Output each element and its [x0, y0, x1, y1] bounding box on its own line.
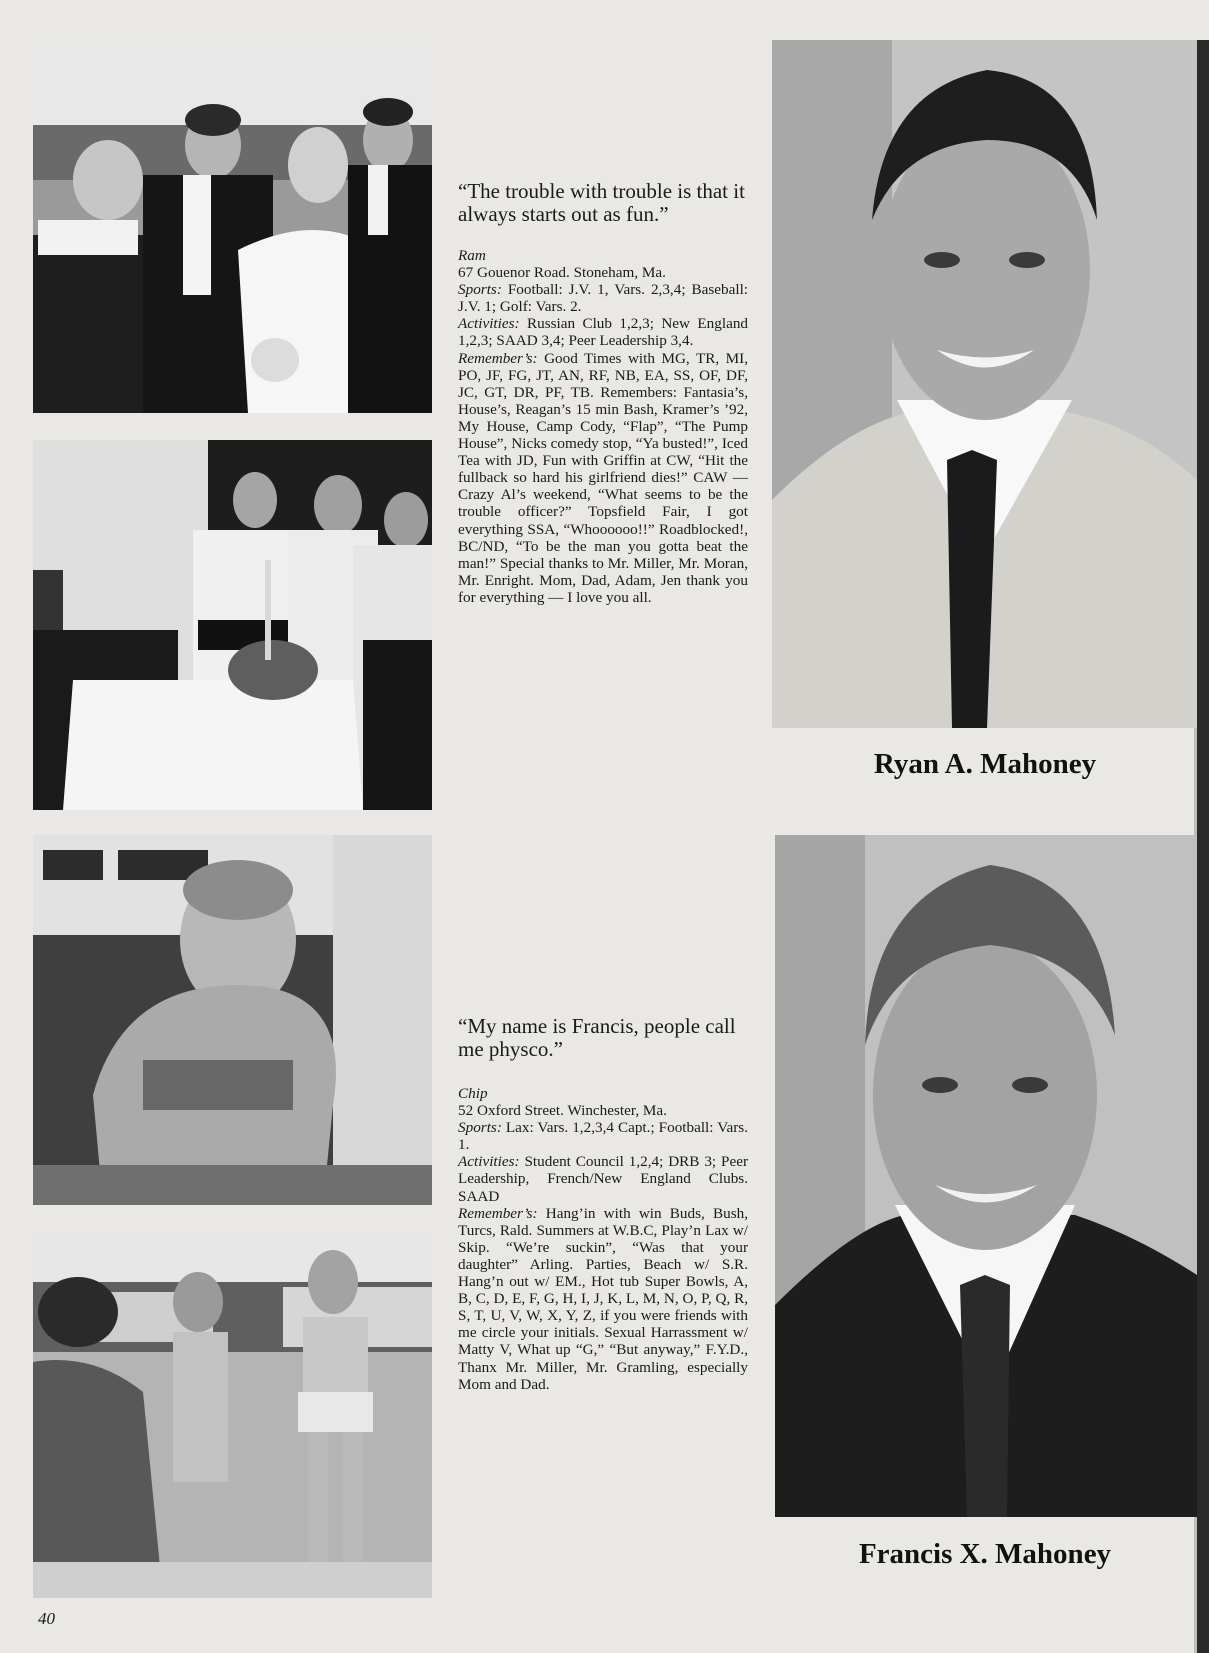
senior-portrait: [772, 40, 1197, 728]
activities-entry: [458, 315, 748, 349]
remembers-label: Remember’s:: [458, 1204, 538, 1222]
remembers-entry: [458, 1205, 748, 1393]
student-name: Ryan A. Mahoney: [873, 748, 1097, 780]
sports-label: Sports:: [458, 1119, 502, 1137]
page-edge-shadow: [1197, 40, 1209, 1653]
candid-photo-beach-kids: [33, 1232, 432, 1598]
page-number: 40: [38, 1609, 55, 1628]
senior-bio: [458, 1085, 748, 1393]
remembers-text: Hang’in with win Buds, Bush, Turcs, Rald. Summers at W.B.C, Play’n Lax w/ Skip. “We’re suckin”, “Was that your daughter” Arling. Parties, Beach w/ S.R. Hang’n out w/ EM., Hot tub Super Bowls, A, B, C, D, E, F, G, H, I, J, K, L, M, N, O, P, Q, R, S, T, U, V, W, X, Y, Z, if you were friends with me circle your initials. Sexual Harrassment w/ Matty V, What up “G,” “But anyway,” F.Y.D., Thanx Mr. Miller, Mr. Gramling, especially Mom and Dad.: [458, 1204, 748, 1393]
senior-bio: [458, 247, 748, 606]
senior-quote: “The trouble with trouble is that it always starts out as fun.”: [458, 179, 745, 226]
activities-label: Activities:: [458, 1153, 520, 1171]
senior-portrait: [775, 835, 1197, 1517]
sports-entry: [458, 1119, 748, 1153]
candid-photo-tuxedo-table: [33, 440, 432, 810]
address: 52 Oxford Street. Winchester, Ma.: [458, 1102, 667, 1120]
candid-photo-child-sweatshirt: [33, 835, 432, 1205]
activities-text: Student Council 1,2,4; DRB 3; Peer Leadership, French/New England Clubs. SAAD: [458, 1153, 749, 1205]
address: 67 Gouenor Road. Stoneham, Ma.: [458, 264, 666, 282]
sports-text: Lax: Vars. 1,2,3,4 Capt.; Football: Vars. 1.: [458, 1119, 748, 1154]
nickname: Chip: [458, 1085, 488, 1102]
sports-label: Sports:: [458, 281, 502, 299]
sports-entry: [458, 281, 748, 315]
activities-label: Activities:: [458, 315, 520, 333]
nickname: Ram: [458, 247, 486, 264]
senior-quote: “My name is Francis, people call me physco.”: [458, 1014, 736, 1061]
activities-text: Russian Club 1,2,3; New England 1,2,3; SAAD 3,4; Peer Leadership 3,4.: [458, 315, 749, 350]
remembers-entry: [458, 350, 748, 606]
remembers-label: Remember’s:: [458, 349, 538, 367]
candid-photo-prom-group: [33, 40, 432, 413]
student-name: Francis X. Mahoney: [858, 1538, 1112, 1570]
remembers-text: Good Times with MG, TR, MI, PO, JF, FG, JT, AN, RF, NB, EA, SS, OF, DF, JC, GT, DR, PF, TB. Remembers: Fantasia’s, House’s, Reagan’s 15 min Bash, Kramer’s ’92, My House, Camp Cody, “Flap”, “The Pump House”, Nicks comedy stop, “Ya busted!”, Iced Tea with JD, Fun with Griffin at CW, “Hit the fullback so hard his girlfriend dies!” CAW — Crazy Al’s weekend, “What seems to be the trouble officer?” Topsfield Fair, I got everything SSA, “Whoooooo!!” Roadblocked!, BC/ND, “To be the man you gotta beat the man!” Special thanks to Mr. Miller, Mr. Moran, Mr. Enright. Mom, Dad, Adam, Jen thank you for everything — I love you all.: [458, 349, 748, 606]
activities-entry: [458, 1153, 748, 1204]
sports-text: Football: J.V. 1, Vars. 2,3,4; Baseball: J.V. 1; Golf: Vars. 2.: [458, 281, 749, 316]
